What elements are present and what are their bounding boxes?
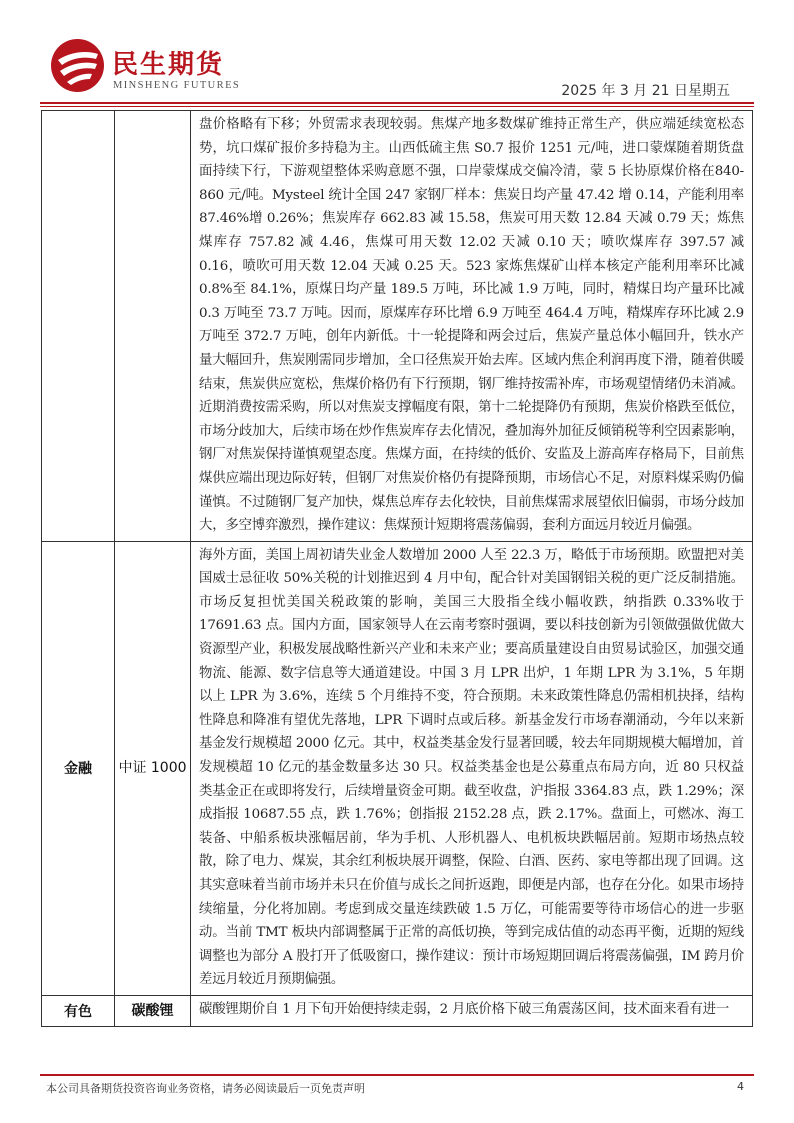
subcategory-cell — [115, 111, 191, 542]
footer-divider — [40, 1074, 754, 1076]
minsheng-logo-icon — [50, 38, 105, 93]
analysis-text: 碳酸锂期价自 1 月下旬开始便持续走弱，2 月底价格下破三角震荡区间，技术面来看有进一 — [191, 995, 753, 1026]
company-name-en: MINSHENG FUTURES — [113, 80, 241, 91]
page-header — [0, 0, 794, 108]
table-row — [42, 995, 753, 1026]
page-number: 4 — [737, 1080, 744, 1093]
subcategory-cell: 碳酸锂 — [115, 995, 191, 1026]
category-cell — [42, 111, 115, 542]
table-row — [42, 541, 753, 995]
report-date: 2025 年 3 月 21 日星期五 — [561, 83, 730, 99]
analysis-text: 海外方面，美国上周初请失业金人数增加 2000 人至 22.3 万，略低于市场预期。欧盟把对美国威士忌征收 50%关税的计划推迟到 4 月中旬，配合针对美国钢铝关税的更广泛反制措施。市场反复担忧美国关税政策的影响，美国三大股指全线小幅收跌，纳指跌 0.33%收于 17691.63 点。国内方面，国家领导人在云南考察时强调，要以科技创新为引领做强做优做大资源型产业，积极发展战略性新兴产业和未来产业；要高质量建设自由贸易试验区，加强交通物流、能源、数字信息等大通道建设。中国 3 月 LPR 出炉，1 年期 LPR 为 3.1%，5 年期以上 LPR 为 3.6%，连续 5 个月维持不变，符合预期。未来政策性降息仍需相机抉择，结构性降息和降准有望优先落地，LPR 下调时点或后移。新基金发行市场春潮涌动，今年以来新基金发行规模超 2000 亿元。其中，权益类基金发行显著回暖，较去年同期规模大幅增加，首发规模超 10 亿元的基金数量多达 30 只。权益类基金也是公募重点布局方向，近 80 只权益类基金正在或即将发行，后续增量资金可期。截至收盘，沪指报 3364.83 点，跌 1.29%；深成指报 10687.55 点，跌 1.76%；创指报 2152.28 点，跌 2.17%。盘面上，可燃冰、海工装备、中船系板块涨幅居前，华为手机、人形机器人、电机板块跌幅居前。短期市场热点较散，除了电力、煤炭，其余红利板块展开调整，保险、白酒、医药、家电等都出现了回调。这其实意味着当前市场并未只在价值与成长之间折返跑，即便是内部，也存在分化。如果市场持续缩量，分化将加剧。考虑到成交量连续跌破 1.5 万亿，可能需要等待市场信心的进一步驱动。当前 TMT 板块内部调整属于正常的高低切换，等到完成估值的动态再平衡，近期的短线调整也为部分 A 股打开了低吸窗口，操作建议：预计市场短期回调后将震荡偏强，IM 跨月价差远月较近月预期偏强。 — [191, 541, 753, 995]
analysis-text: 盘价格略有下移；外贸需求表现较弱。焦煤产地多数煤矿维持正常生产，供应端延续宽松态势，坑口煤矿报价多持稳为主。山西低硫主焦 S0.7 报价 1251 元/吨，进口蒙煤随着期货盘面持续下行，下游观望整体采购意愿不强，口岸蒙煤成交偏冷清，蒙 5 长协原煤价格在840-860 元/吨。Mysteel 统计全国 247 家钢厂样本：焦炭日均产量 47.42 增 0.14，产能利用率 87.46%增 0.26%；焦炭库存 662.83 减 15.58，焦炭可用天数 12.84 天减 0.79 天；炼焦煤库存 757.82 减 4.46，焦煤可用天数 12.02 天减 0.10 天；喷吹煤库存 397.57 减 0.16，喷吹可用天数 12.04 天减 0.25 天。523 家炼焦煤矿山样本核定产能利用率环比减 0.8%至 84.1%，原煤日均产量 189.5 万吨，环比减 1.9 万吨，同时，精煤日均产量环比减 0.3 万吨至 73.7 万吨。因而，原煤库存环比增 6.9 万吨至 464.4 万吨，精煤库存环比减 2.9 万吨至 372.7 万吨，创年内新低。十一轮提降和两会过后，焦炭产量总体小幅回升，铁水产量大幅回升，焦炭刚需同步增加，全口径焦炭开始去库。区域内焦企利润再度下滑，随着供暖结束，焦炭供应宽松，焦煤价格仍有下行预期，钢厂维持按需补库，市场观望情绪仍未消减。近期消费按需采购，所以对焦炭支撑幅度有限，第十二轮提降仍有预期，焦炭价格跌至低位，市场分歧加大，后续市场在炒作焦炭库存去化情况，叠加海外加征反倾销税等利空因素影响，钢厂对焦炭保持谨慎观望态度。焦煤方面，在持续的低价、安监及上游高库存格局下，目前焦煤供应端出现边际好转，但钢厂对焦炭价格仍有提降预期，市场信心不足，对原料煤采购仍偏谨慎。不过随钢厂复产加快，煤焦总库存去化较快，目前焦煤需求展望依旧偏弱，市场分歧加大，多空博弈激烈，操作建议：焦煤预计短期将震荡偏弱，套利方面远月较近月偏强。 — [191, 111, 753, 542]
disclaimer-text: 本公司具备期货投资咨询业务资格，请务必阅读最后一页免责声明 — [46, 1082, 365, 1095]
table-row — [42, 111, 753, 542]
commodity-analysis-table — [41, 110, 753, 1027]
category-cell: 金融 — [42, 541, 115, 995]
subcategory-cell: 中证 1000 — [115, 541, 191, 995]
header-divider — [40, 102, 754, 104]
company-name-cn: 民生期货 — [112, 50, 225, 80]
header-divider-thin — [40, 106, 754, 107]
category-cell: 有色 — [42, 995, 115, 1026]
